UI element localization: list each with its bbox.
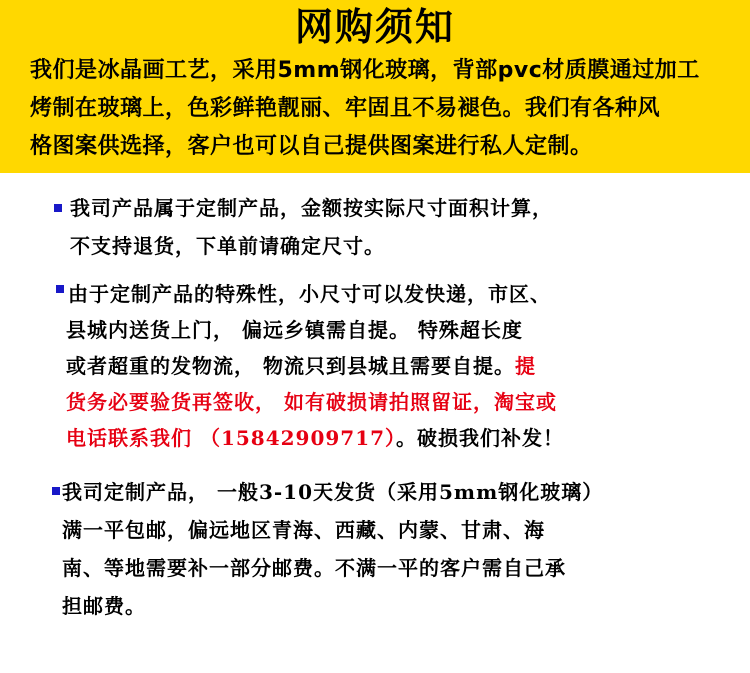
square-bullet-icon bbox=[52, 487, 60, 495]
notice-phone-text: 电话联系我们 （15842909717） bbox=[66, 426, 397, 450]
intro-line: 烤制在玻璃上，色彩鲜艳靓丽、牢固且不易褪色。我们有各种风 bbox=[30, 96, 661, 121]
square-bullet-icon bbox=[54, 204, 62, 212]
intro-line: 格图案供选择，客户也可以自己提供图案进行私人定制。 bbox=[30, 134, 593, 159]
notice-text: 或者超重的发物流， 物流只到县城且需要自提。 bbox=[66, 354, 515, 378]
notice-highlight-text: 提 bbox=[514, 354, 536, 378]
notice-body bbox=[0, 173, 750, 673]
notice-highlight-line: 货务必要验货再签收， 如有破损请拍照留证，淘宝或 bbox=[66, 390, 557, 414]
notice-line: 我司产品属于定制产品，金额按实际尺寸面积计算， bbox=[70, 196, 553, 220]
notice-line: 由于定制产品的特殊性，小尺寸可以发快递，市区、 bbox=[68, 282, 551, 306]
notice-line: 满一平包邮，偏远地区青海、西藏、内蒙、甘肃、海 bbox=[62, 518, 545, 542]
square-bullet-icon bbox=[56, 285, 64, 293]
notice-line bbox=[66, 421, 564, 455]
notice-line: 我司定制产品， 一般3-10天发货（采用5mm钢化玻璃） bbox=[62, 480, 604, 504]
notice-line: 县城内送货上门， 偏远乡镇需自提。 特殊超长度 bbox=[66, 318, 523, 342]
intro-text bbox=[30, 52, 730, 166]
notice-text: 。破损我们补发！ bbox=[396, 426, 565, 450]
page-title: 网购须知 bbox=[294, 5, 455, 49]
notice-line bbox=[66, 349, 536, 383]
notice-line: 南、等地需要补一部分邮费。不满一平的客户需自己承 bbox=[62, 556, 566, 580]
header-banner bbox=[0, 0, 750, 173]
notice-line: 不支持退货，下单前请确定尺寸。 bbox=[70, 234, 385, 258]
intro-line: 我们是冰晶画工艺，采用5mm钢化玻璃，背部pvc材质膜通过加工 bbox=[30, 58, 700, 83]
notice-line: 担邮费。 bbox=[62, 594, 146, 618]
